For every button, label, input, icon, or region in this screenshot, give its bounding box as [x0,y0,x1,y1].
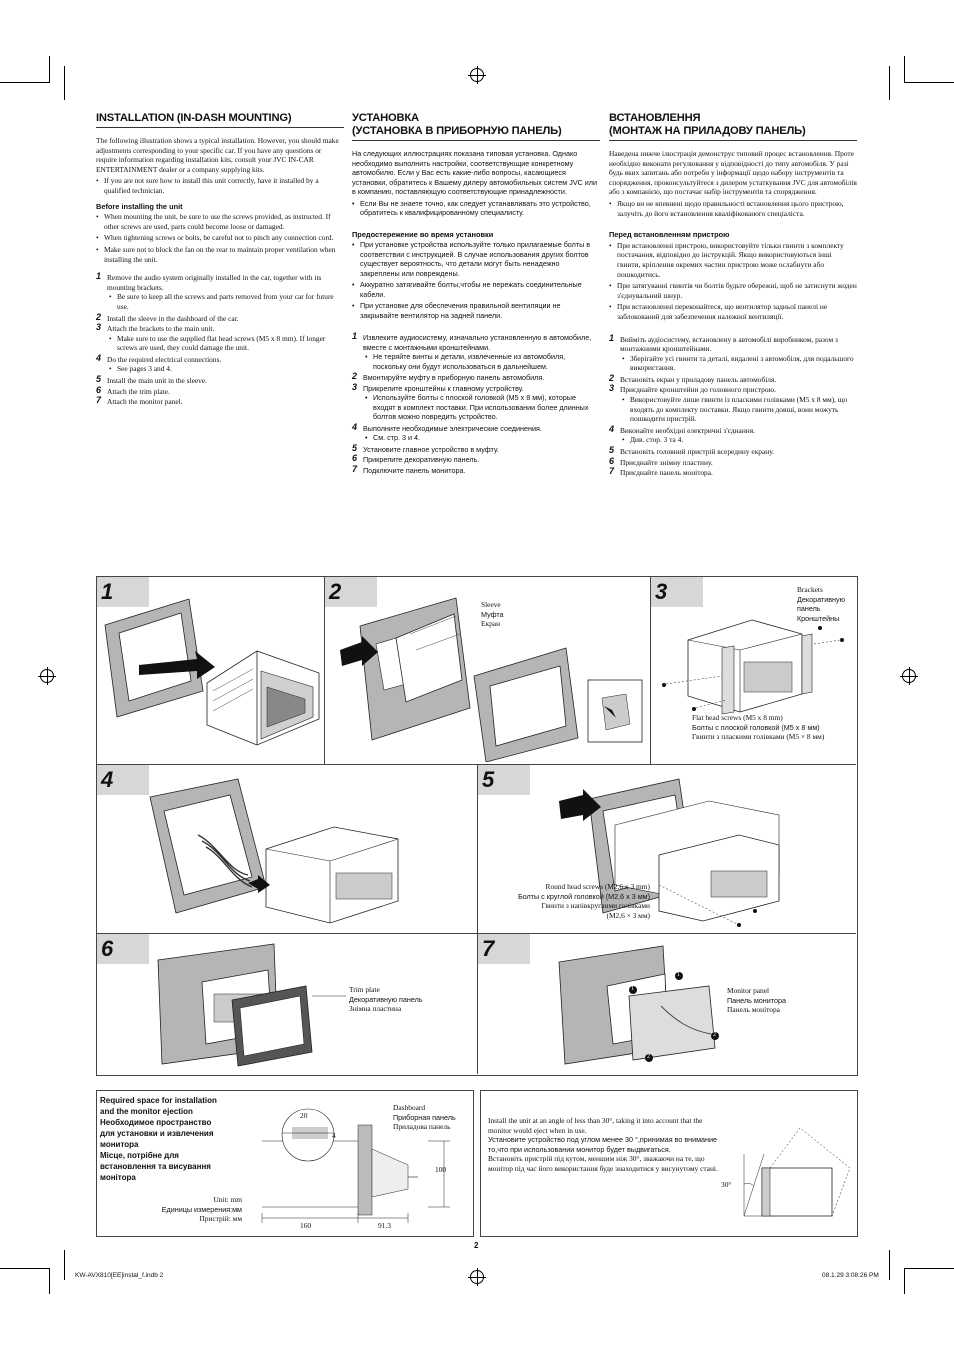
callout-1: 1 [631,986,634,992]
installation-angle-text: Install the unit at an angle of less than 30°, taking it into account that the monitor would eject when in use. Установите устройство под углом менее 30 °,принимая во внимание то,что при использовании монитор будет выдвигаться. Встановіть пристрій під кутом, меншим ніж 30°, зважаючи на те, що монітор під час його використання буде знаходитися у висунутому стані. [488,1116,718,1173]
russian-column [352,112,600,475]
step-2-number: 2 [325,577,377,607]
russian-before-item: • При установке устройства используйте только прилагаемые болты в соответствии с инструкцией. В случае использования других болтов существует вероятность, что детали могут быть ненадежно закреплены или повреждены. [352,240,600,278]
russian-step: 1 Извлеките аудиосистему, изначально установленную в автомобиле, вместе с монтажными кронштейнами. • Не теряйте винты и детали, извлеченные из автомобиля, поскольку они будут использоваться в дальнейшем. [352,333,600,371]
ukrainian-intro-bullet: • Якщо ви не впевнені щодо правильності встановлення цього пристрою, залучіть до його встановлення кваліфікованого спеціаліста. [609,199,857,218]
callout-1: 1 [677,972,680,978]
russian-step: 6 Прикрепите декоративную панель. [352,453,480,464]
crop-mark [0,82,50,83]
step-7-illustration [479,940,855,1072]
english-step: 5 Install the main unit in the sleeve. [96,374,207,386]
ukrainian-step: 7 Приєднайте панель монітора. [609,466,713,478]
ukrainian-title: ВСТАНОВЛЕННЯ (МОНТАЖ НА ПРИЛАДОВУ ПАНЕЛЬ) [609,112,857,141]
english-before-title: Before installing the unit [96,201,183,211]
russian-before-title: Предостережение во время установки [352,229,494,239]
footer-file-name: KW-AVX810[EE]instal_f.indb 2 [75,1272,164,1279]
russian-step: 4 Выполните необходимые электрические соединения. • См. стр. 3 и 4. [352,424,600,443]
step-4-illustration [98,775,476,931]
sleeve-label: Sleeve Муфта Екран [481,600,504,628]
registration-mark-icon [470,1270,484,1284]
russian-step: 3 Прикрепите кронштейны к главному устройству. • Используйте болты с плоской головкой (M5 x 8 мм), которые входят в комплект поставки. При использовании более длинных болтов можно повредить устройство. [352,384,600,422]
russian-title: УСТАНОВКА (УСТАНОВКА В ПРИБОРНУЮ ПАНЕЛЬ) [352,112,600,141]
footer-date: 08.1.29 3:08:26 PM [822,1272,879,1279]
ukrainian-step: 1 Вийміть аудіосистему, встановлену в автомобілі виробником, разом з монтажними кронштейнами. • Зберігайте усі гвинти та деталі, видалені з автомобіля, для подальшого використання. [609,335,857,373]
ukrainian-step: 6 Приєднайте знімну пластину. [609,455,713,467]
ukrainian-column [609,112,857,478]
english-intro-bullet: • If you are not sure how to install this unit correctly, have it installed by a qualified technician. [96,176,344,195]
crop-mark [904,82,954,83]
monitor-panel-label: Monitor panel Панель монитора Панель монітора [727,986,786,1014]
russian-before-item: • Аккуратно затягивайте болты,чтобы не пережать соединительные кабели. [352,280,600,299]
english-title: INSTALLATION (IN-DASH MOUNTING) [96,112,344,128]
english-before-item: • When tightening screws or bolts, be careful not to pinch any connection cord. [96,233,344,243]
english-before-item: • Make sure not to block the fan on the rear to maintain proper ventilation when installing the unit. [96,245,344,264]
ukrainian-before-title: Перед встановленням пристрою [609,230,730,240]
dimension-20: 20 [300,1111,308,1120]
english-step: 6 Attach the trim plate. [96,384,170,396]
ukrainian-before-item: • При встановленні переконайтеся, що вентилятор задньої панелі не заблокований для забезпечення належної вентиляції. [609,302,857,321]
crop-mark [904,56,905,82]
dimension-160: 160 [300,1221,312,1230]
required-space-title: Required space for installation and the monitor ejection Необходимое пространство для установки и извлечения монитора Місце, потрібне для встановлення та висування монітора [100,1096,217,1182]
english-step: 3 Attach the brackets to the main unit. • Make sure to use the supplied flat head screws (M5 x 8 mm). If longer screws are used, they could damage the unit. [96,324,344,353]
ukrainian-step: 5 Встановіть головний пристрій всередину екрану. [609,445,775,457]
english-column [96,112,344,407]
trim-plate-label: Trim plate Декоративную панель Знімна пластина [349,985,423,1013]
registration-mark-icon [470,68,484,82]
russian-intro-bullet: • Если Вы не знаете точно, как следует устанавливать это устройство, обратитесь к квалифицированному специалисту. [352,199,600,218]
russian-before-item: • При установке для обеспечения правильной вентиляции не закрывайте вентилятор на задней панели. [352,301,600,320]
english-intro: The following illustration shows a typical installation. However, you should make adjustments corresponding to your specific car. If you have any questions or require information regarding installation kits, consult your JVC IN-CAR ENTERTAINMENT dealer or a company supplying kits. [96,136,339,174]
brackets-label: Brackets Декоративную панель Кронштейны [797,585,846,623]
english-step: 1 Remove the audio system originally installed in the car, together with its mounting brackets. • Be sure to keep all the screws and parts removed from your car for future use. [96,273,344,311]
dimension-4: 4 [332,1131,336,1140]
crop-mark [49,1268,50,1294]
step-7-number: 7 [478,934,530,964]
crop-mark [889,1250,890,1280]
russian-step: 2 Вмонтируйте муфту в приборную панель автомобиля. [352,371,545,382]
crop-mark [0,1268,50,1269]
english-before-item: • When mounting the unit, be sure to use the screws provided, as instructed. If other screws are used, parts could become loose or damaged. [96,212,344,231]
step-5-number: 5 [478,765,530,795]
crop-mark [49,56,50,82]
round-head-screws-label: Round head screws (M2.6 x 3 mm) Болты с круглой головкой (M2,6 x 3 мм) Гвинти з напівкруглими голівками (M2,6 × 3 мм) [517,882,650,920]
ukrainian-step: 2 Встановіть екран у приладову панель автомобіля. [609,372,777,384]
ukrainian-step: 3 Приєднайте кронштейни до головного пристрою. • Використовуйте лише гвинти із плаcкими голівками (M5 x 8 мм), що входять до комплекту поставки. Якщо гвинти довші, вони можуть пошкодити пристрій. [609,385,857,423]
crop-mark [64,66,65,100]
required-space-diagram [258,1105,458,1230]
angle-label: 30° [721,1180,732,1189]
english-step: 4 Do the required electrical connections. • See pages 3 and 4. [96,355,344,374]
page-number: 2 [474,1241,479,1250]
unit-label: Unit: mm Единицы измерения:мм Пристрій: мм [161,1195,242,1223]
crop-mark [904,1268,954,1269]
step-4-number: 4 [97,765,149,795]
english-step: 2 Install the sleeve in the dashboard of the car. [96,311,239,323]
callout-2: 2 [713,1032,716,1038]
crop-mark [64,1250,65,1280]
installation-angle-diagram [724,1124,852,1224]
step-1-number: 1 [97,577,149,607]
ukrainian-before-item: • При затягуванні гвинтів чи болтів будьте обережні, щоб не затиснути жоден з'єднувальний шнур. [609,281,857,300]
english-step: 7 Attach the monitor panel. [96,395,183,407]
dashboard-label: Dashboard Приборная панель Приладова панель [393,1103,456,1131]
step-3-number: 3 [651,577,703,607]
registration-mark-icon [40,669,54,683]
russian-step: 5 Установите главное устройство в муфту. [352,442,499,454]
dimension-91-3: 91.3 [378,1221,391,1230]
callout-2: 2 [647,1054,650,1060]
flat-head-screws-label: Flat head screws (M5 x 8 mm) Болты с плоской головкой (M5 x 8 мм) Гвинти з плаcкими голівками (M5 × 8 мм) [692,713,825,741]
registration-mark-icon [902,669,916,683]
crop-mark [904,1268,905,1294]
ukrainian-before-item: • При встановленні пристрою, використовуйте тільки гвинти з комплекту постачання, відповідно до інструкцій. Якщо використовуються інші гвинти, кріплення окремих частин пристрою може ослабнути або пошкодитись. [609,241,857,279]
crop-mark [889,66,890,100]
russian-intro: На следующих иллюстрациях показана типовая установка. Однако необходимо выполнить настройки, соответствующие конкретному автомобилю. Если у Вас есть какие-либо вопросы, касающиеся установки, обратитесь к Вашему дилеру автомобильных систем JVC или в компанию, поставляющую соответствующие принадлежности. [352,149,598,196]
step-1-illustration [97,595,323,763]
step-6-number: 6 [97,934,149,964]
ukrainian-step: 4 Виконайте необхідні електричні з'єднання. • Див. стор. 3 та 4. [609,426,857,445]
ukrainian-intro: Наведена нижче ілюстрація демонструє типовий процес встановлення. Проте необхідно виконати регулювання у відповідності до типу автомобіля. У разі будь яких запитань або потреби у інформації щодо набору інструментів та спорядження, проконсультуйтеся з дилером устаткування JVC для автомобілів або з компанією, що постачає набір інструментів та спорядження. [609,149,857,197]
dimension-100: 100 [435,1165,447,1174]
russian-step: 7 Подключите панель монитора. [352,463,466,475]
